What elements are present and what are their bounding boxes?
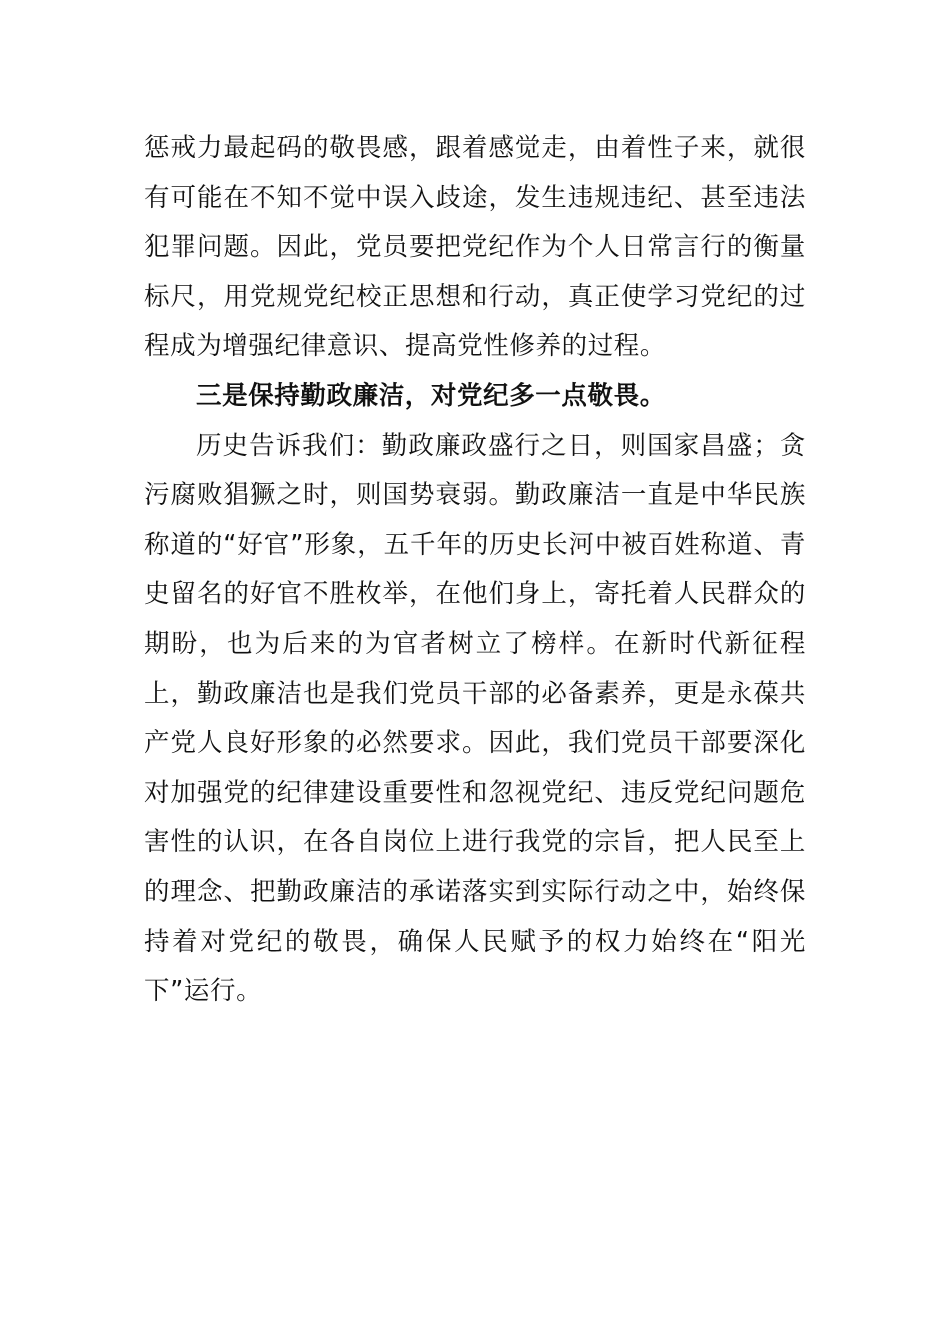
paragraph-continuation: 惩戒力最起码的敬畏感，跟着感觉走，由着性子来，就很有可能在不知不觉中误入歧途，发生违规违纪、甚至违法犯罪问题。因此，党员要把党纪作为个人日常言行的衡量标尺，用党规党纪校正思想和行动，真正使学习党纪的过程成为增强纪律意识、提高党性修养的过程。 — [144, 133, 806, 362]
section-heading: 三是保持勤政廉洁，对党纪多一点敬畏。 — [196, 380, 666, 411]
document-body — [144, 124, 806, 1017]
paragraph-history: 历史告诉我们：勤政廉政盛行之日，则国家昌盛；贪污腐败猖獗之时，则国势衰弱。勤政廉洁一直是中华民族称道的“好官”形象，五千年的历史长河中被百姓称道、青史留名的好官不胜枚举，在他们身上，寄托着人民群众的期盼，也为后来的为官者树立了榜样。在新时代新征程上，勤政廉洁也是我们党员干部的必备素养，更是永葆共产党人良好形象的必然要求。因此，我们党员干部要深化对加强党的纪律建设重要性和忽视党纪、违反党纪问题危害性的认识，在各自岗位上进行我党的宗旨，把人民至上的理念、把勤政廉洁的承诺落实到实际行动之中，始终保持着对党纪的敬畏，确保人民赋予的权力始终在“阳光下”运行。 — [144, 430, 806, 1007]
